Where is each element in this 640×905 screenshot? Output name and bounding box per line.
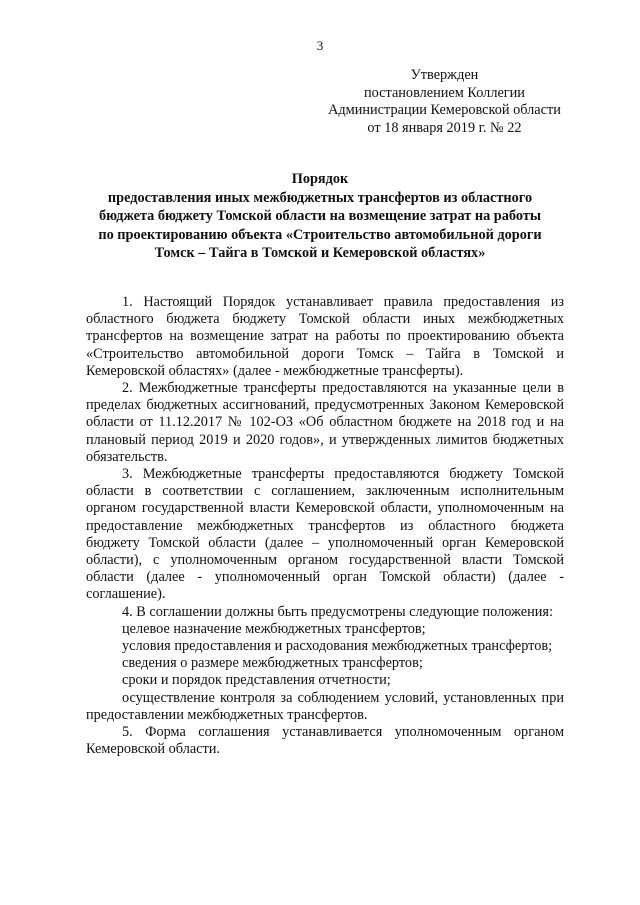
title-line: Порядок — [291, 171, 349, 187]
list-item: осуществление контроля за соблюдением условий, установленных при предоставлении межбюджетных трансфертов. — [86, 689, 564, 723]
title-line: по проектированию объекта «Строительство автомобильной дороги — [98, 226, 542, 243]
approval-line: Утвержден — [410, 67, 479, 83]
paragraph-1: 1. Настоящий Порядок устанавливает правила предоставления из областного бюджета бюджету Томской области иных межбюджетных трансфертов на возмещение затрат на работы по проектированию объекта «Строительство автомобильной дороги Томск – Тайга в Томской и Кемеровской областях» (далее - межбюджетные трансферты). — [86, 294, 564, 379]
list-item: условия предоставления и расходования межбюджетных трансфертов; — [122, 638, 553, 655]
approval-line: Администрации Кемеровской области — [328, 102, 561, 118]
page-number: 3 — [316, 38, 324, 53]
title-line: Томск – Тайга в Томской и Кемеровской областях» — [154, 245, 486, 261]
approval-line: от 18 января 2019 г. № 22 — [367, 119, 522, 136]
paragraph-3: 3. Межбюджетные трансферты предоставляются бюджету Томской области в соответствии с соглашением, заключенным исполнительным органом государственной власти Кемеровской области, уполномоченным на предоставление межбюджетных трансфертов из областного бюджета бюджету Томской области (далее – уполномоченный орган Кемеровской области), с уполномоченным органом государственной власти Томской области (далее - уполномоченный орган Томской области) (далее - соглашение). — [86, 466, 564, 603]
document-body — [86, 294, 564, 758]
approval-stamp — [312, 67, 577, 137]
list-item: сроки и порядок представления отчетности; — [122, 672, 391, 689]
paragraph-5: 5. Форма соглашения устанавливается уполномоченным органом Кемеровской области. — [86, 724, 564, 758]
title-line: предоставления иных межбюджетных трансфертов из областного — [107, 189, 533, 206]
title-line: бюджета бюджету Томской области на возмещение затрат на работы — [98, 208, 542, 224]
list-item: сведения о размере межбюджетных трансфертов; — [122, 655, 423, 672]
list-item: целевое назначение межбюджетных трансфертов; — [122, 620, 426, 637]
paragraph-4: 4. В соглашении должны быть предусмотрены следующие положения: — [122, 603, 553, 620]
paragraph-2: 2. Межбюджетные трансферты предоставляются на указанные цели в пределах бюджетных ассигнований, предусмотренных Законом Кемеровской области от 11.12.2017 № 102-ОЗ «Об областном бюджете на 2018 год и на плановый период 2019 и 2020 годов», и утвержденных лимитов бюджетных обязательств. — [86, 380, 564, 465]
approval-line: постановлением Коллегии — [364, 84, 525, 101]
document-title — [60, 170, 580, 263]
